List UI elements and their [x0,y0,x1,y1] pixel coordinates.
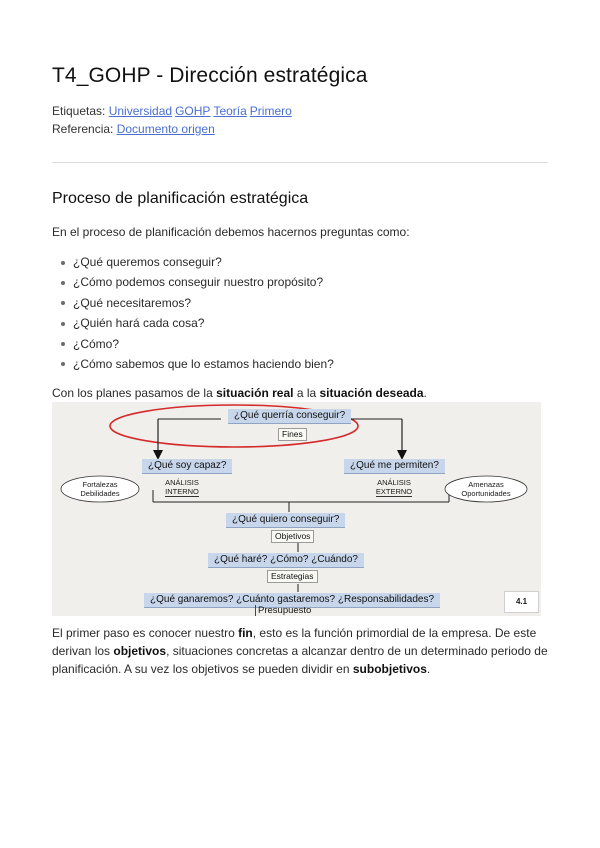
tags-label: Etiquetas: [52,104,106,118]
analisis-interno-line1: ANÁLISIS [165,478,199,487]
plans-text-2: a la [293,386,320,400]
reference-label: Referencia: [52,122,114,136]
list-item: ¿Cómo podemos conseguir nuestro propósito? [52,272,334,292]
analisis-externo-line1: ANÁLISIS [377,478,411,487]
questions-list [52,252,334,374]
list-item: ¿Cómo sabemos que lo estamos haciendo bien? [52,354,334,374]
figure-number: 4.1 [504,591,539,613]
question-me-permiten: ¿Qué me permiten? [344,459,445,474]
list-item: ¿Quién hará cada cosa? [52,313,334,333]
plans-bold-deseada: situación deseada [319,386,424,400]
closing-bold-subobjetivos: subobjetivos [352,662,427,676]
debilidades-line: Debilidades [80,489,120,498]
strategic-planning-diagram [52,402,541,616]
closing-text-2: , esto es la función primordial de la empresa. De este derivan los [52,626,537,658]
plans-bold-real: situación real [216,386,294,400]
plans-paragraph [52,384,427,402]
closing-paragraph [52,624,548,678]
amenazas-oportunidades [448,480,524,498]
question-ganaremos: ¿Qué ganaremos? ¿Cuánto gastaremos? ¿Responsabilidades? [144,593,440,608]
analisis-interno-line2: INTERNO [165,487,199,496]
reference-line [52,122,215,136]
intro-paragraph: En el proceso de planificación debemos hacernos preguntas como: [52,225,410,239]
fortalezas-line: Fortalezas [82,480,118,489]
plans-text-1: Con los planes pasamos de la [52,386,217,400]
oportunidades-line: Oportunidades [461,489,511,498]
analisis-interno [160,478,204,497]
label-estrategias: Estrategias [267,570,318,583]
analisis-externo-line2: EXTERNO [375,487,413,496]
tag-link-gohp[interactable]: GOHP [175,104,211,118]
tags-line [52,104,295,118]
question-querria-conseguir: ¿Qué querría conseguir? [228,409,351,424]
list-item: ¿Qué queremos conseguir? [52,252,334,272]
plans-text-3: . [423,386,427,400]
tag-link-universidad[interactable]: Universidad [108,104,173,118]
question-soy-capaz: ¿Qué soy capaz? [142,459,232,474]
question-que-hare: ¿Qué haré? ¿Cómo? ¿Cuándo? [208,553,364,568]
closing-bold-objetivos: objetivos [113,644,167,658]
divider [52,162,548,163]
reference-link[interactable]: Documento origen [116,122,215,136]
label-fines: Fines [278,428,307,441]
label-objetivos: Objetivos [271,530,314,543]
tag-link-primero[interactable]: Primero [249,104,292,118]
closing-text-4: . [426,662,431,676]
fortalezas-debilidades [64,480,136,498]
closing-text-1: El primer paso es conocer nuestro [52,626,239,640]
page-title: T4_GOHP - Dirección estratégica [52,64,368,87]
amenazas-line: Amenazas [468,480,504,489]
list-item: ¿Qué necesitaremos? [52,293,334,313]
list-item: ¿Cómo? [52,334,334,354]
closing-text-3: , situaciones concretas a alcanzar dentro de un determinado periodo de planificación. A su vez los objetivos se pueden dividir en [52,644,548,676]
question-quiero-conseguir: ¿Qué quiero conseguir? [226,513,345,528]
closing-bold-fin: fin [238,626,253,640]
analisis-externo [372,478,416,497]
tag-link-teoria[interactable]: Teoría [213,104,247,118]
label-presupuesto: Presupuesto [255,605,311,616]
section-heading: Proceso de planificación estratégica [52,190,309,207]
